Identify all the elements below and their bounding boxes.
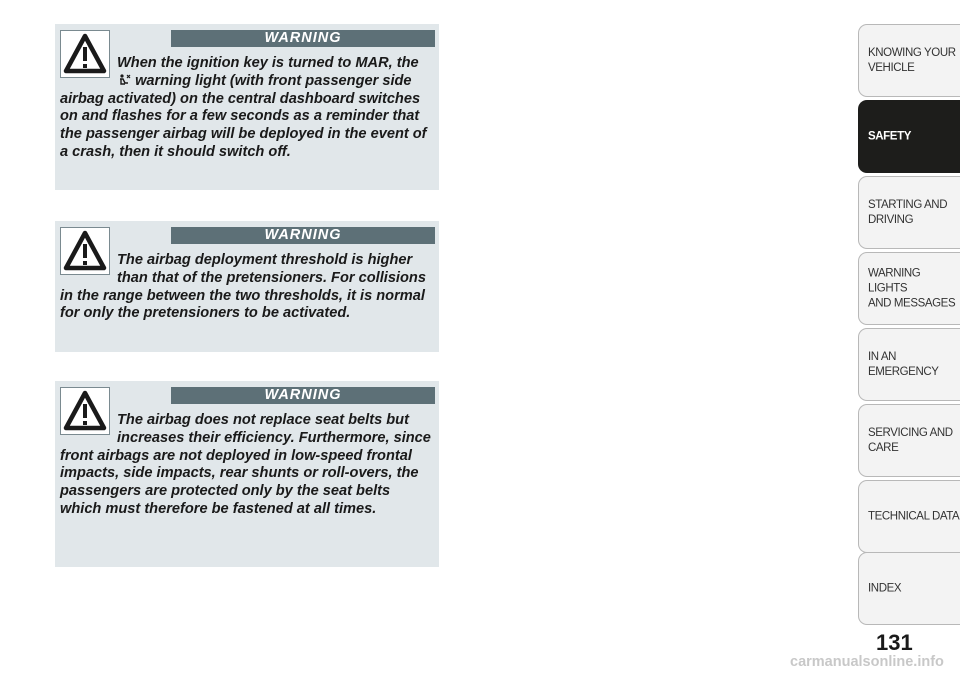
tab-knowing-your-vehicle[interactable] [858, 24, 960, 97]
warning-box-ignition [55, 24, 439, 190]
warning-header: WARNING [171, 30, 435, 47]
watermark: carmanualsonline.info [790, 654, 944, 670]
tab-index[interactable] [858, 552, 960, 625]
tab-label: IN AN EMERGENCY [868, 350, 939, 378]
page-number: 131 [876, 630, 913, 655]
warning-box-deployment-threshold [55, 221, 439, 352]
warning-text-content: The airbag deployment threshold is higher than that of the pretensioners. For collisions in the range between the two thresholds, it is normal for only the pretensioners to be activated. [60, 252, 426, 322]
warning-text-lead: When the ignition key is turned to MAR, the [117, 55, 419, 71]
warning-text [60, 252, 433, 323]
tab-label: SAFETY [868, 130, 911, 142]
tab-label: SERVICING AND CARE [868, 426, 953, 454]
warning-text [60, 55, 433, 162]
warning-box-seat-belts [55, 381, 439, 567]
warning-text [60, 412, 433, 519]
tab-safety[interactable] [858, 100, 960, 173]
tab-label: STARTING AND DRIVING [868, 198, 948, 226]
warning-header: WARNING [171, 387, 435, 404]
airbag-off-warning-light-icon [117, 73, 131, 87]
tab-technical-data[interactable] [858, 480, 960, 553]
warning-text-rest: warning light (with front passenger side airbag activated) on the central dashboard switches on and flashes for a few seconds as a reminder that the passenger airbag will be deployed in the event of a crash, then it should switch off. [60, 72, 427, 160]
warning-text-content: The airbag does not replace seat belts but increases their efficiency. Furthermore, since front airbags are not deployed in low-speed frontal impacts, side impacts, rear shunts or roll-overs, the passengers are protected only by the seat belts which must therefore be fastened at all times. [60, 412, 431, 517]
tab-servicing-and-care[interactable] [858, 404, 960, 477]
tab-label: INDEX [868, 582, 902, 594]
warning-header: WARNING [171, 227, 435, 244]
tab-label: KNOWING YOUR VEHICLE [868, 46, 956, 74]
tab-label: WARNING LIGHTS AND MESSAGES [868, 267, 956, 309]
tab-label: TECHNICAL DATA [868, 510, 960, 522]
tab-warning-lights-and-messages[interactable] [858, 252, 960, 325]
tab-in-an-emergency[interactable] [858, 328, 960, 401]
tab-starting-and-driving[interactable] [858, 176, 960, 249]
